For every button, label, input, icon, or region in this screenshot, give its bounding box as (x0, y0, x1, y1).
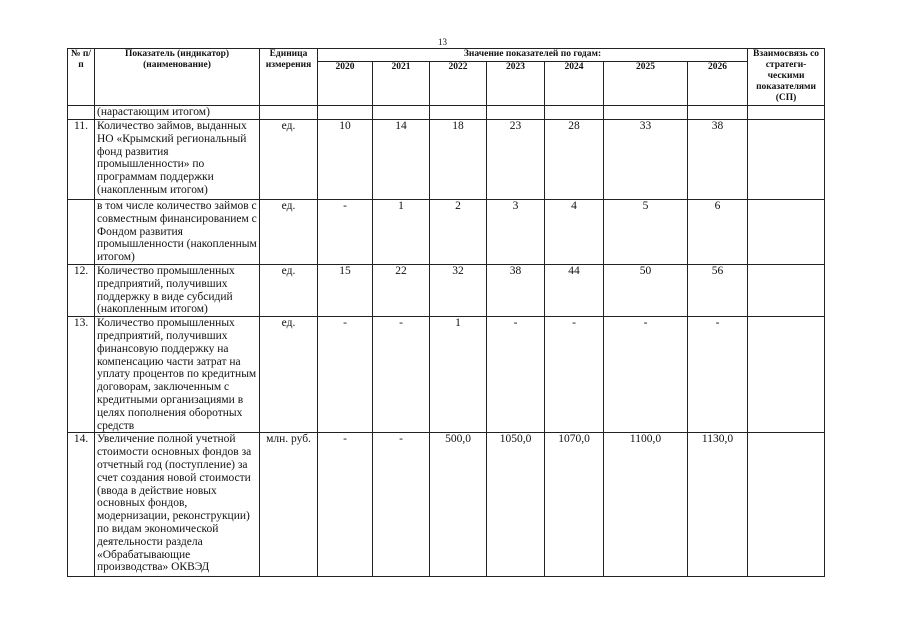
table-row (68, 120, 825, 200)
indicators-table (67, 48, 825, 577)
value-cell: - (318, 200, 373, 265)
year-header: 2024 (545, 62, 604, 106)
value-cell: - (373, 317, 430, 433)
value-cell: 10 (318, 120, 373, 200)
value-cell: 50 (604, 265, 688, 317)
value-cell: 38 (487, 265, 545, 317)
values-header: Значение показателей по годам: (318, 49, 748, 62)
value-cell: 1 (430, 317, 487, 433)
value-cell: - (373, 433, 430, 577)
value-cell (545, 106, 604, 120)
value-cell: 1100,0 (604, 433, 688, 577)
table-row (68, 265, 825, 317)
unit-cell: ед. (260, 317, 318, 433)
value-cell: 4 (545, 200, 604, 265)
relation-cell (748, 200, 825, 265)
indicator-name: в том числе количество займов с совместным финансированием с Фондом развития промышленности (накопленным итогом) (95, 200, 260, 265)
value-cell: 1 (373, 200, 430, 265)
value-cell: 2 (430, 200, 487, 265)
value-cell: 5 (604, 200, 688, 265)
year-header: 2023 (487, 62, 545, 106)
value-cell: - (318, 433, 373, 577)
value-cell: 23 (487, 120, 545, 200)
value-cell (604, 106, 688, 120)
relation-header: Взаимосвязь со стратеги- ческими показателями (СП) (748, 49, 825, 106)
value-cell: - (604, 317, 688, 433)
year-header: 2022 (430, 62, 487, 106)
year-header: 2021 (373, 62, 430, 106)
row-number: 12. (68, 265, 95, 317)
value-cell: - (688, 317, 748, 433)
row-number (68, 106, 95, 120)
row-number: 14. (68, 433, 95, 577)
table-row (68, 106, 825, 120)
indicator-name: Количество промышленных предприятий, получивших поддержку в виде субсидий (накопленным итогом) (95, 265, 260, 317)
header-row-1 (68, 49, 825, 62)
unit-cell: ед. (260, 200, 318, 265)
value-cell: - (545, 317, 604, 433)
year-header: 2025 (604, 62, 688, 106)
table-row (68, 317, 825, 433)
value-cell: 15 (318, 265, 373, 317)
value-cell: 500,0 (430, 433, 487, 577)
value-cell: 33 (604, 120, 688, 200)
row-number: 13. (68, 317, 95, 433)
value-cell: 14 (373, 120, 430, 200)
num-header: № п/ п (68, 49, 95, 106)
value-cell: 1050,0 (487, 433, 545, 577)
value-cell: - (318, 317, 373, 433)
value-cell: 3 (487, 200, 545, 265)
value-cell: 18 (430, 120, 487, 200)
value-cell: 44 (545, 265, 604, 317)
table-row (68, 200, 825, 265)
relation-cell (748, 106, 825, 120)
value-cell: 28 (545, 120, 604, 200)
relation-cell (748, 317, 825, 433)
unit-header: Единица измерения (260, 49, 318, 106)
relation-cell (748, 265, 825, 317)
unit-cell: млн. руб. (260, 433, 318, 577)
relation-cell (748, 433, 825, 577)
relation-cell (748, 120, 825, 200)
value-cell (688, 106, 748, 120)
value-cell: 22 (373, 265, 430, 317)
value-cell: - (487, 317, 545, 433)
year-header: 2020 (318, 62, 373, 106)
value-cell: 38 (688, 120, 748, 200)
row-number (68, 200, 95, 265)
value-cell: 56 (688, 265, 748, 317)
value-cell: 6 (688, 200, 748, 265)
value-cell: 1070,0 (545, 433, 604, 577)
value-cell: 1130,0 (688, 433, 748, 577)
row-number: 11. (68, 120, 95, 200)
indicator-name: (нарастающим итогом) (95, 106, 260, 120)
page-number: 13 (438, 37, 447, 47)
unit-cell: ед. (260, 120, 318, 200)
indicator-header: Показатель (индикатор) (наименование) (95, 49, 260, 106)
table-row (68, 433, 825, 577)
value-cell (487, 106, 545, 120)
unit-cell (260, 106, 318, 120)
value-cell (318, 106, 373, 120)
value-cell (430, 106, 487, 120)
indicator-name: Количество займов, выданных НО «Крымский региональный фонд развития промышленности» по программам поддержки (накопленным итогом) (95, 120, 260, 200)
unit-cell: ед. (260, 265, 318, 317)
value-cell: 32 (430, 265, 487, 317)
year-header: 2026 (688, 62, 748, 106)
indicator-name: Количество промышленных предприятий, получивших финансовую поддержку на компенсацию части затрат на уплату процентов по кредитным договорам, заключенным с кредитными организациями в целях пополнения оборотных средств (95, 317, 260, 433)
value-cell (373, 106, 430, 120)
indicator-name: Увеличение полной учетной стоимости основных фондов за отчетный год (поступление) за счет создания новой стоимости (ввода в действие новых основных фондов, модернизации, реконструкции) по видам экономической деятельности раздела «Обрабатывающие производства» ОКВЭД (95, 433, 260, 577)
